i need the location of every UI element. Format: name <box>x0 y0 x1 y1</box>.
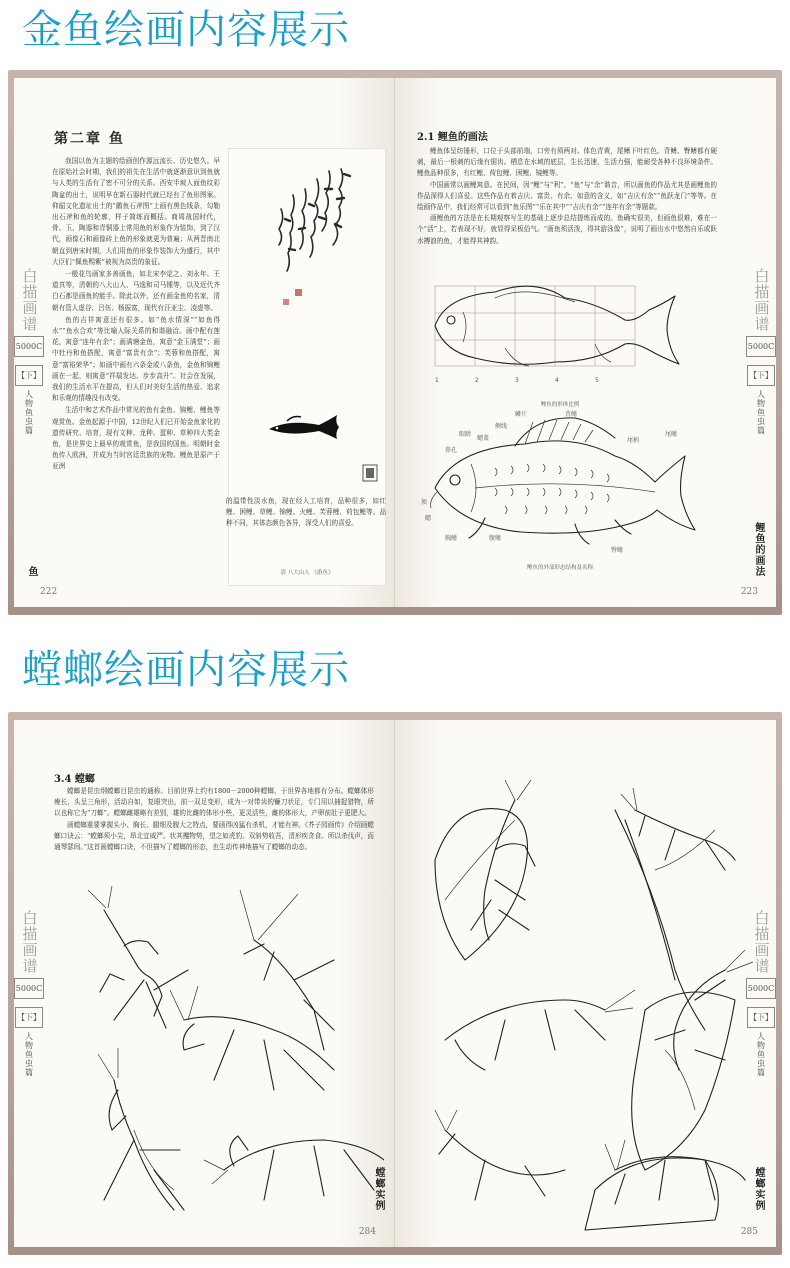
side-tab-brand: 白描画谱 <box>20 910 39 974</box>
anatomy-label: 尾柄 <box>627 437 640 444</box>
side-tab-volume: 【下】 <box>15 1007 43 1028</box>
chapter-footer-label: 鱼 <box>26 566 37 577</box>
page-number: 223 <box>740 587 758 597</box>
mantis-on-branches-drawings <box>415 750 765 1240</box>
side-tab-edition: 5000C <box>746 978 776 999</box>
mantis-drawing <box>655 950 753 1070</box>
page-number: 285 <box>740 1227 758 1237</box>
diagram-caption: 鲤鱼的外部形态结构及名称 <box>526 565 593 571</box>
painting-caption: 清 八大山人 《游鱼》 <box>280 570 334 576</box>
section-heading: 3.4 螳螂 <box>54 774 95 785</box>
page-number: 222 <box>40 587 58 597</box>
section-heading: 2.1 鲤鱼的画法 <box>417 132 488 143</box>
side-tab-brand: 白描画谱 <box>752 268 771 332</box>
mantis-sketches-left <box>54 870 384 1240</box>
tick-label: 1 <box>435 377 439 384</box>
page-223 <box>395 78 776 607</box>
side-tab-brand: 白描画谱 <box>752 910 771 974</box>
mantis-drawing <box>435 1110 565 1200</box>
paragraph: 中国画常以画鲤寓意。在民间，因“鲤”与“利”、“鱼”与“余”谐音，所以画鱼的作品尤其是画鲤鱼的作品深得人们喜爱。这些作品有着吉庆、富贵、有余、如意的含义，如“吉庆有余”“鱼跃龙门”等等。在绘画作品中，我们经常可以看到“鱼乐图”“乐在其中”“吉庆有余”“连年有余”等题款。 <box>417 180 717 212</box>
mantis-drawing <box>471 780 535 940</box>
mantis-sketch <box>88 886 188 1028</box>
painting-side-text <box>226 496 386 530</box>
side-tab-subtitle: 人物鱼虫篇 <box>24 1032 34 1077</box>
carp-outline <box>435 286 679 366</box>
diagram-caption: 鲤鱼的形体比例 <box>540 402 580 408</box>
paragraph: 的温带性淡水鱼，现在经人工培育，品种很多，如红鲤、困鲤、草鲤、锦鲤、火鲤、芙蓉鲤、荷包鲤等。品种不同，其体态颜色各异，深受人们的喜爱。 <box>226 497 386 528</box>
mantis-sketch <box>204 1136 384 1200</box>
anatomy-label: 鳃 <box>425 515 432 522</box>
paragraph: 鱼的吉祥寓意还有很多。如“鱼水情深”“如鱼得水”“鱼水合欢”等比喻人际关系的和谐融洽。画中配有莲花，寓意“连年有余”；画满塘金鱼，寓意“金玉满堂”；画中牡丹和鱼搭配，寓意“富贵有余”；芙蓉和鱼搭配，寓意“富裕荣华”；如画中画有六条金或八条鱼，金鱼和锦鲤画在一起，则寓意“祥瑞发达、步步高升”。社会在发展，我们的生活水平在提高，但人们对美好生活的热爱、追求和乐观的情趣没有改变。 <box>52 315 220 403</box>
book-spread-pages <box>14 78 776 607</box>
side-tab <box>15 910 43 1077</box>
tick-label: 3 <box>515 377 519 384</box>
side-tab <box>15 268 43 435</box>
paragraph: 画鲤鱼的方法是在长期观察写生的基础上逐步总结提炼而成的。鱼确实很美，但画鱼很难，难在一个“活”上，若表现不好，就显得呆板俗气。“画鱼须活泼，得其游泳像”，说明了画出水中悠然自乐或跃水搏浪的鱼，才能得其神韵。 <box>417 214 717 245</box>
goldfish-book-spread <box>8 70 782 615</box>
tick-label: 5 <box>595 377 599 384</box>
goldfish-section-title: 金鱼绘画内容展示 <box>22 7 350 53</box>
rock-drawing <box>585 1158 718 1230</box>
book-spread-pages <box>14 720 776 1247</box>
carp-proportion-diagram <box>415 278 705 390</box>
anatomy-label: 鼻孔 <box>445 447 458 454</box>
anatomy-label: 眼睛 <box>459 431 472 438</box>
calligraphy-and-fish-illustration <box>229 149 387 489</box>
side-tab-brand: 白描画谱 <box>20 268 39 332</box>
carp-anatomy-diagram <box>415 408 715 558</box>
paragraph: 螳螂是昆虫纲螳螂目昆虫的通称。目前世界上约有1800－2000种螳螂，于世界各地都有分布。螳螂体形瘦长，头呈三角形，活动自如，复眼突出，前一双足变形，成为一对带齿的镰刀状足，专门用以捕捉猎物，所以也称它为“刀螂”。螳螂雌雄略有差别，雄的比雌的体形小些，更灵活些，雌的体形大，产卵前肚子更肥大。 <box>54 787 374 818</box>
side-tab-subtitle: 人物鱼虫篇 <box>24 390 34 435</box>
chapter-body-text <box>52 156 220 474</box>
page-222 <box>14 78 395 607</box>
paragraph: 画螳螂重要掌握头小、胸长、腿细及腹大之特点，要画得凶猛有杀机，才能有神。《芥子园画传》介绍画螳螂口诀云：“螳螂须小尖，昂北宜威严。状其攫物势，望之如虎豹。双斜势收吾，清形疾贪食。所以杀伐声，而通琴瑟间。”这首画螳螂口诀，不但描写了螳螂的形态，也生动传神地描写了螳螂的动态。 <box>54 820 374 852</box>
side-tab-subtitle: 人物鱼虫篇 <box>756 1032 766 1077</box>
section-footer-label: 螳螂实例 <box>373 1167 384 1211</box>
anatomy-label: 胸鳍 <box>445 535 458 542</box>
anatomy-label: 臀鳍 <box>611 547 624 554</box>
paragraph: 鲤鱼体呈纺锤形，口位于头部前端，口旁有须两对。体色青黄，尾鳍下叶红色。背鳍、臀鳍都有硬刺，最后一根刺的后缘有锯齿。栖息在水域的底层，生长迅速，生活力强，能耐受各种不良环境条件。鲤鱼品种很多，有红鲤、荷包鲤、困鲤、镜鲤等。 <box>417 147 717 178</box>
paragraph: 生活中和艺术作品中常见的鱼有金鱼、锦鲤、鲤鱼等观赏鱼。金鱼起源于中国，12世纪人们已开始金鱼家化的遗传研究、培育，现有文种、龙种、蛋种、草种四大类金鱼，是世界史上最早的观赏鱼，是我国的国鱼。明朝时金鱼传入欧洲，并成为当时宫廷贵族的宠物。鲤鱼是原产于亚洲 <box>52 406 220 471</box>
anatomy-label: 须 <box>421 499 428 506</box>
anatomy-label: 腹鳍 <box>489 535 502 542</box>
chapter-title: 第二章 鱼 <box>54 131 125 147</box>
side-tab-edition: 5000C <box>14 978 44 999</box>
side-tab-edition: 5000C <box>14 336 44 357</box>
tick-label: 4 <box>555 377 559 384</box>
tick-label: 2 <box>475 377 479 384</box>
ink-fish <box>269 415 339 439</box>
mantis-book-spread <box>8 712 782 1255</box>
side-tab <box>747 268 775 435</box>
anatomy-label: 侧线 <box>495 423 508 430</box>
section-body-text <box>417 146 717 247</box>
anatomy-label: 尾鳍 <box>665 431 678 438</box>
paragraph: 我国以鱼为主题的绘画创作源远流长、历史悠久。早在原始社会时期，我们的祖先在生活中就逐渐意识到鱼就与人类的生活有了密不可分的关系。西安半坡人面鱼纹彩陶盆的出土，说明早在新石器时代就已经有了鱼形图案。仰韶文化遗址出土的“鹳鱼石斧图”上画有黑色线条，勾勒出石斧和鱼的轮廓，样子简练而概括。商周战国时代，骨、玉、陶器和青铜器上常用鱼的形象作为装饰，到了汉代，画像石和画像砖上鱼的形象就更为普遍；从两晋南北朝直到唐宋时期，人们用鱼的形象作装饰大为盛行，其中大臣们“佩鱼赐紫”被视为高贵的象征。 <box>52 157 220 266</box>
leaf-drawing <box>435 809 528 960</box>
tick-labels <box>435 377 599 384</box>
anatomy-label: 鳞片 <box>515 411 528 418</box>
side-tab-volume: 【下】 <box>15 365 43 386</box>
paragraph: 一般花鸟画家多善画鱼，如北宋李觉之、刘永年、王道真等，清朝的八大山人、马逸和司马锺等，以及近代齐白石都是画鱼的能手。除此以外，还有画金鱼的名家，清朝有管人虚谷、吕伍、杨振富，现代有汪亚尘、凌虚等。 <box>52 270 220 312</box>
section-body-text <box>54 786 374 853</box>
page-number: 284 <box>358 1227 376 1237</box>
anatomy-label: 背鳍 <box>565 411 578 418</box>
side-tab-subtitle: 人物鱼虫篇 <box>756 390 766 435</box>
page-284 <box>14 720 395 1247</box>
side-tab-volume: 【下】 <box>747 365 775 386</box>
page-285 <box>395 720 776 1247</box>
mantis-sketch <box>98 1048 184 1210</box>
side-tab-edition: 5000C <box>746 336 776 357</box>
anatomy-label: 鳃盖 <box>477 435 490 442</box>
section-footer-label: 鲤鱼的画法 <box>753 522 764 577</box>
rock-drawing <box>632 992 735 1170</box>
mantis-drawing <box>445 990 635 1070</box>
section-footer-label: 螳螂实例 <box>753 1167 764 1211</box>
mantis-section-title: 螳螂绘画内容展示 <box>22 647 350 693</box>
mantis-sketch <box>240 890 334 1050</box>
side-tab-volume: 【下】 <box>747 1007 775 1028</box>
